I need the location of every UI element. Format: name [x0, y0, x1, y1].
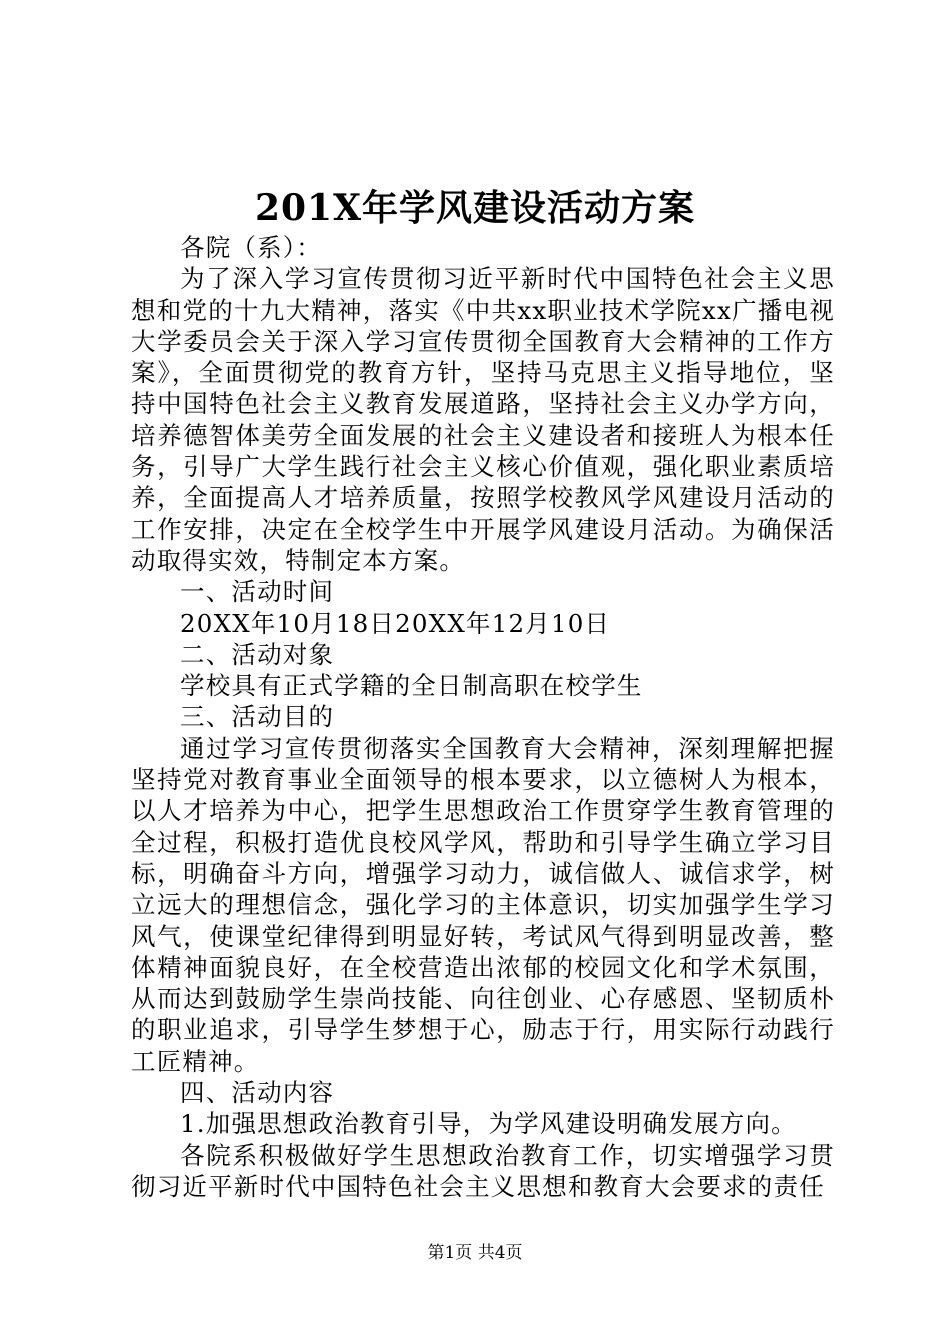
purpose-paragraph: 通过学习宣传贯彻落实全国教育大会精神，深刻理解把握坚持党对教育事业全面领导的根本要求，以立德树人为根本，以人才培养为中心，把学生思想政治工作贯穿学生教育管理的全过程，积极打造优良校风学风，帮助和引导学生确立学习目标，明确奋斗方向，增强学习动力，诚信做人、诚信求学，树立远大的理想信念，强化学习的主体意识，切实加强学生学习风气，使课堂纪律得到明显好转，考试风气得到明显改善，整体精神面貌良好，在全校营造出浓郁的校园文化和学术氛围，从而达到鼓励学生崇尚技能、向往创业、心存感恩、坚韧质朴的职业追求，引导学生梦想于心，励志于行，用实际行动践行工匠精神。 — [131, 733, 835, 1076]
intro-paragraph: 为了深入学习宣传贯彻习近平新时代中国特色社会主义思想和党的十九大精神，落实《中共xx职业技术学院xx广播电视大学委员会关于深入学习宣传贯彻全国教育大会精神的工作方案》，全面贯彻党的教育方针，坚持马克思主义指导地位，坚持中国特色社会主义教育发展道路，坚持社会主义办学方向，培养德智体美劳全面发展的社会主义建设者和接班人为根本任务，引导广大学生践行社会主义核心价值观，强化职业素质培养，全面提高人才培养质量，按照学校教风学风建设月活动的工作安排，决定在全校学生中开展学风建设月活动。为确保活动取得实效，特制定本方案。 — [131, 264, 835, 575]
activity-target: 学校具有正式学籍的全日制高职在校学生 — [180, 671, 643, 701]
section-heading-target: 二、活动对象 — [180, 639, 335, 669]
document-title: 201X年学风建设活动方案 — [254, 187, 696, 229]
activity-time: 20XX年10月18日20XX年12月10日 — [180, 608, 611, 638]
content-item-1: 1.加强思想政治教育引导，为学风建设明确发展方向。 — [180, 1109, 797, 1139]
document-body — [131, 232, 835, 1202]
section-heading-time: 一、活动时间 — [180, 577, 335, 607]
content-paragraph: 各院系积极做好学生思想政治教育工作，切实增强学习贯彻习近平新时代中国特色社会主义思想和教育大会要求的责任 — [131, 1140, 835, 1201]
page-footer: 第1页 共4页 — [427, 1243, 523, 1263]
salutation: 各院（系）： — [180, 233, 322, 262]
section-heading-content: 四、活动内容 — [180, 1078, 335, 1108]
section-heading-purpose: 三、活动目的 — [180, 702, 335, 732]
